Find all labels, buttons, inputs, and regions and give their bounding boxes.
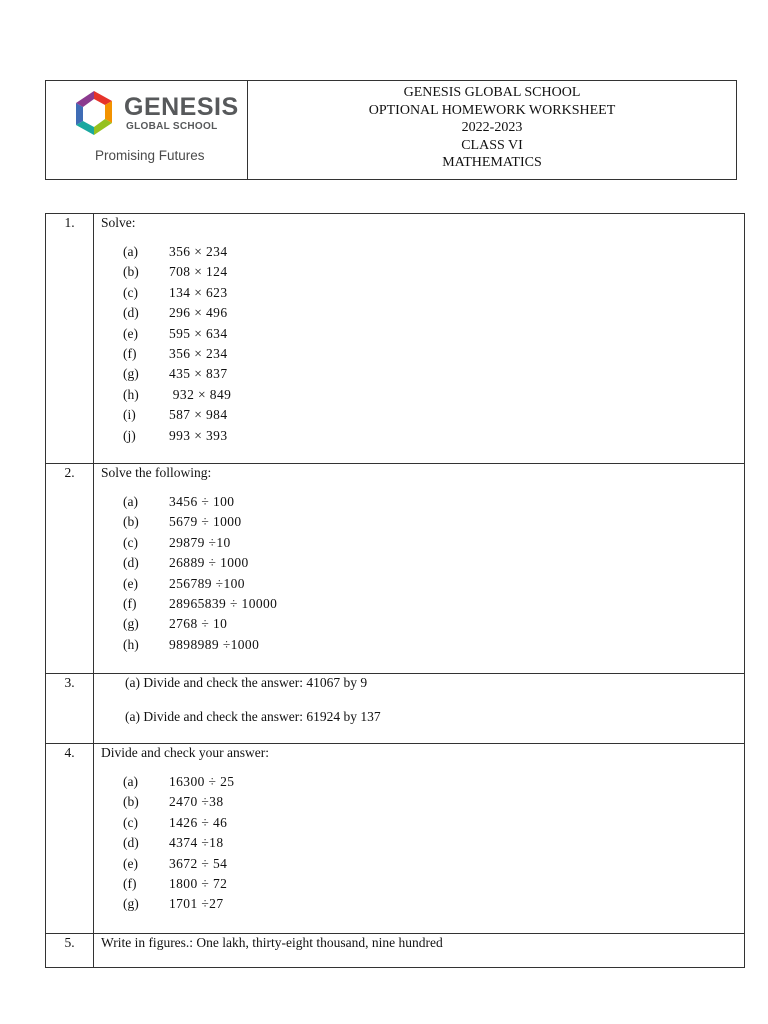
question-number: 5. bbox=[46, 934, 94, 968]
list-item bbox=[123, 813, 744, 833]
question-row-4 bbox=[46, 744, 745, 934]
question-row-2 bbox=[46, 464, 745, 674]
worksheet-title: OPTIONAL HOMEWORK WORKSHEET bbox=[368, 102, 616, 118]
item-label: (i) bbox=[123, 407, 136, 423]
item-expression: 2768 ÷ 10 bbox=[169, 616, 228, 632]
list-item bbox=[123, 324, 744, 344]
question-items bbox=[101, 242, 744, 452]
item-expression: 932 × 849 bbox=[169, 386, 232, 402]
item-label: (e) bbox=[123, 855, 138, 871]
question-instruction: Write in figures.: One lakh, thirty-eight thousand, nine hundred bbox=[101, 935, 443, 950]
header-table bbox=[45, 80, 737, 180]
item-expression: 708 × 124 bbox=[169, 264, 228, 280]
item-expression: 3672 ÷ 54 bbox=[169, 855, 228, 871]
item-expression: 356 × 234 bbox=[169, 346, 228, 362]
list-item bbox=[123, 242, 744, 262]
logo-cell bbox=[46, 81, 248, 179]
question-items bbox=[101, 492, 744, 661]
question-row-3 bbox=[46, 674, 745, 744]
list-item bbox=[123, 303, 744, 323]
item-expression: 4374 ÷18 bbox=[169, 835, 224, 851]
list-item bbox=[123, 553, 744, 573]
question-number: 3. bbox=[46, 674, 94, 744]
list-item bbox=[123, 614, 744, 634]
item-label: (a) bbox=[123, 774, 138, 789]
question-content bbox=[94, 744, 745, 934]
question-instruction: Solve: bbox=[101, 215, 136, 230]
academic-year: 2022-2023 bbox=[461, 120, 523, 135]
item-label: (g) bbox=[123, 896, 139, 912]
item-label: (g) bbox=[123, 616, 139, 632]
questions-table bbox=[45, 213, 745, 968]
item-label: (c) bbox=[123, 534, 138, 550]
item-expression: 134 × 623 bbox=[169, 284, 228, 300]
list-item bbox=[123, 772, 744, 792]
list-item bbox=[123, 594, 744, 614]
genesis-logo-icon bbox=[72, 89, 116, 139]
question-items bbox=[101, 772, 744, 921]
item-expression: 1426 ÷ 46 bbox=[169, 814, 228, 830]
item-expression: 28965839 ÷ 10000 bbox=[169, 596, 278, 612]
item-label: (b) bbox=[123, 264, 139, 280]
item-expression: 29879 ÷10 bbox=[169, 534, 231, 550]
list-item bbox=[123, 512, 744, 532]
question-content bbox=[94, 464, 745, 674]
item-label: (e) bbox=[123, 575, 138, 591]
question-row-1 bbox=[46, 214, 745, 464]
item-expression: 1701 ÷27 bbox=[169, 896, 224, 912]
question-content bbox=[94, 214, 745, 464]
question-instruction: Divide and check your answer: bbox=[101, 745, 269, 760]
question-row-5 bbox=[46, 934, 745, 968]
item-label: (d) bbox=[123, 835, 139, 851]
item-label: (c) bbox=[123, 814, 138, 830]
question-content bbox=[94, 674, 745, 744]
item-expression: 1800 ÷ 72 bbox=[169, 876, 228, 892]
list-item bbox=[123, 262, 744, 282]
list-item bbox=[123, 385, 744, 405]
item-expression: 16300 ÷ 25 bbox=[169, 774, 235, 789]
list-item bbox=[123, 874, 744, 894]
list-item bbox=[123, 833, 744, 853]
item-expression: 595 × 634 bbox=[169, 325, 228, 341]
item-label: (b) bbox=[123, 794, 139, 810]
list-item bbox=[123, 635, 744, 655]
item-label: (b) bbox=[123, 514, 139, 530]
logo-name: GENESIS bbox=[124, 93, 239, 121]
item-label: (g) bbox=[123, 366, 139, 382]
item-expression: 993 × 393 bbox=[169, 427, 228, 443]
item-expression: 587 × 984 bbox=[169, 407, 228, 423]
item-label: (f) bbox=[123, 876, 137, 892]
list-item bbox=[123, 792, 744, 812]
school-name: GENESIS GLOBAL SCHOOL bbox=[403, 85, 581, 100]
item-expression: 26889 ÷ 1000 bbox=[169, 555, 249, 571]
header-title-block bbox=[248, 81, 736, 179]
item-label: (c) bbox=[123, 284, 138, 300]
list-item bbox=[123, 533, 744, 553]
question-line: (a) Divide and check the answer: 41067 by 9 bbox=[125, 675, 368, 690]
list-item bbox=[123, 283, 744, 303]
item-label: (a) bbox=[123, 244, 138, 259]
item-expression: 2470 ÷38 bbox=[169, 794, 224, 810]
item-expression: 296 × 496 bbox=[169, 305, 228, 321]
item-label: (f) bbox=[123, 596, 137, 612]
question-number: 4. bbox=[46, 744, 94, 934]
list-item bbox=[123, 405, 744, 425]
question-number: 1. bbox=[46, 214, 94, 464]
item-expression: 5679 ÷ 1000 bbox=[169, 514, 242, 530]
question-line: (a) Divide and check the answer: 61924 by 137 bbox=[125, 709, 381, 724]
list-item bbox=[123, 574, 744, 594]
item-expression: 435 × 837 bbox=[169, 366, 228, 382]
list-item bbox=[123, 344, 744, 364]
subject-name: MATHEMATICS bbox=[442, 155, 542, 170]
item-expression: 356 × 234 bbox=[169, 244, 228, 259]
list-item bbox=[123, 426, 744, 446]
item-expression: 3456 ÷ 100 bbox=[169, 494, 235, 509]
list-item bbox=[123, 854, 744, 874]
logo-subtitle: GLOBAL SCHOOL bbox=[126, 121, 218, 132]
question-instruction: Solve the following: bbox=[101, 465, 212, 480]
list-item bbox=[123, 894, 744, 914]
item-expression: 9898989 ÷1000 bbox=[169, 636, 260, 652]
item-label: (h) bbox=[123, 636, 139, 652]
question-number: 2. bbox=[46, 464, 94, 674]
list-item bbox=[123, 364, 744, 384]
logo-tagline: Promising Futures bbox=[95, 148, 205, 163]
item-label: (e) bbox=[123, 325, 138, 341]
item-label: (f) bbox=[123, 346, 137, 362]
item-label: (a) bbox=[123, 494, 138, 509]
item-label: (d) bbox=[123, 305, 139, 321]
question-content bbox=[94, 934, 745, 968]
item-expression: 256789 ÷100 bbox=[169, 575, 245, 591]
class-name: CLASS VI bbox=[461, 137, 523, 153]
list-item bbox=[123, 492, 744, 512]
item-label: (j) bbox=[123, 427, 136, 443]
item-label: (d) bbox=[123, 555, 139, 571]
item-label: (h) bbox=[123, 386, 139, 402]
